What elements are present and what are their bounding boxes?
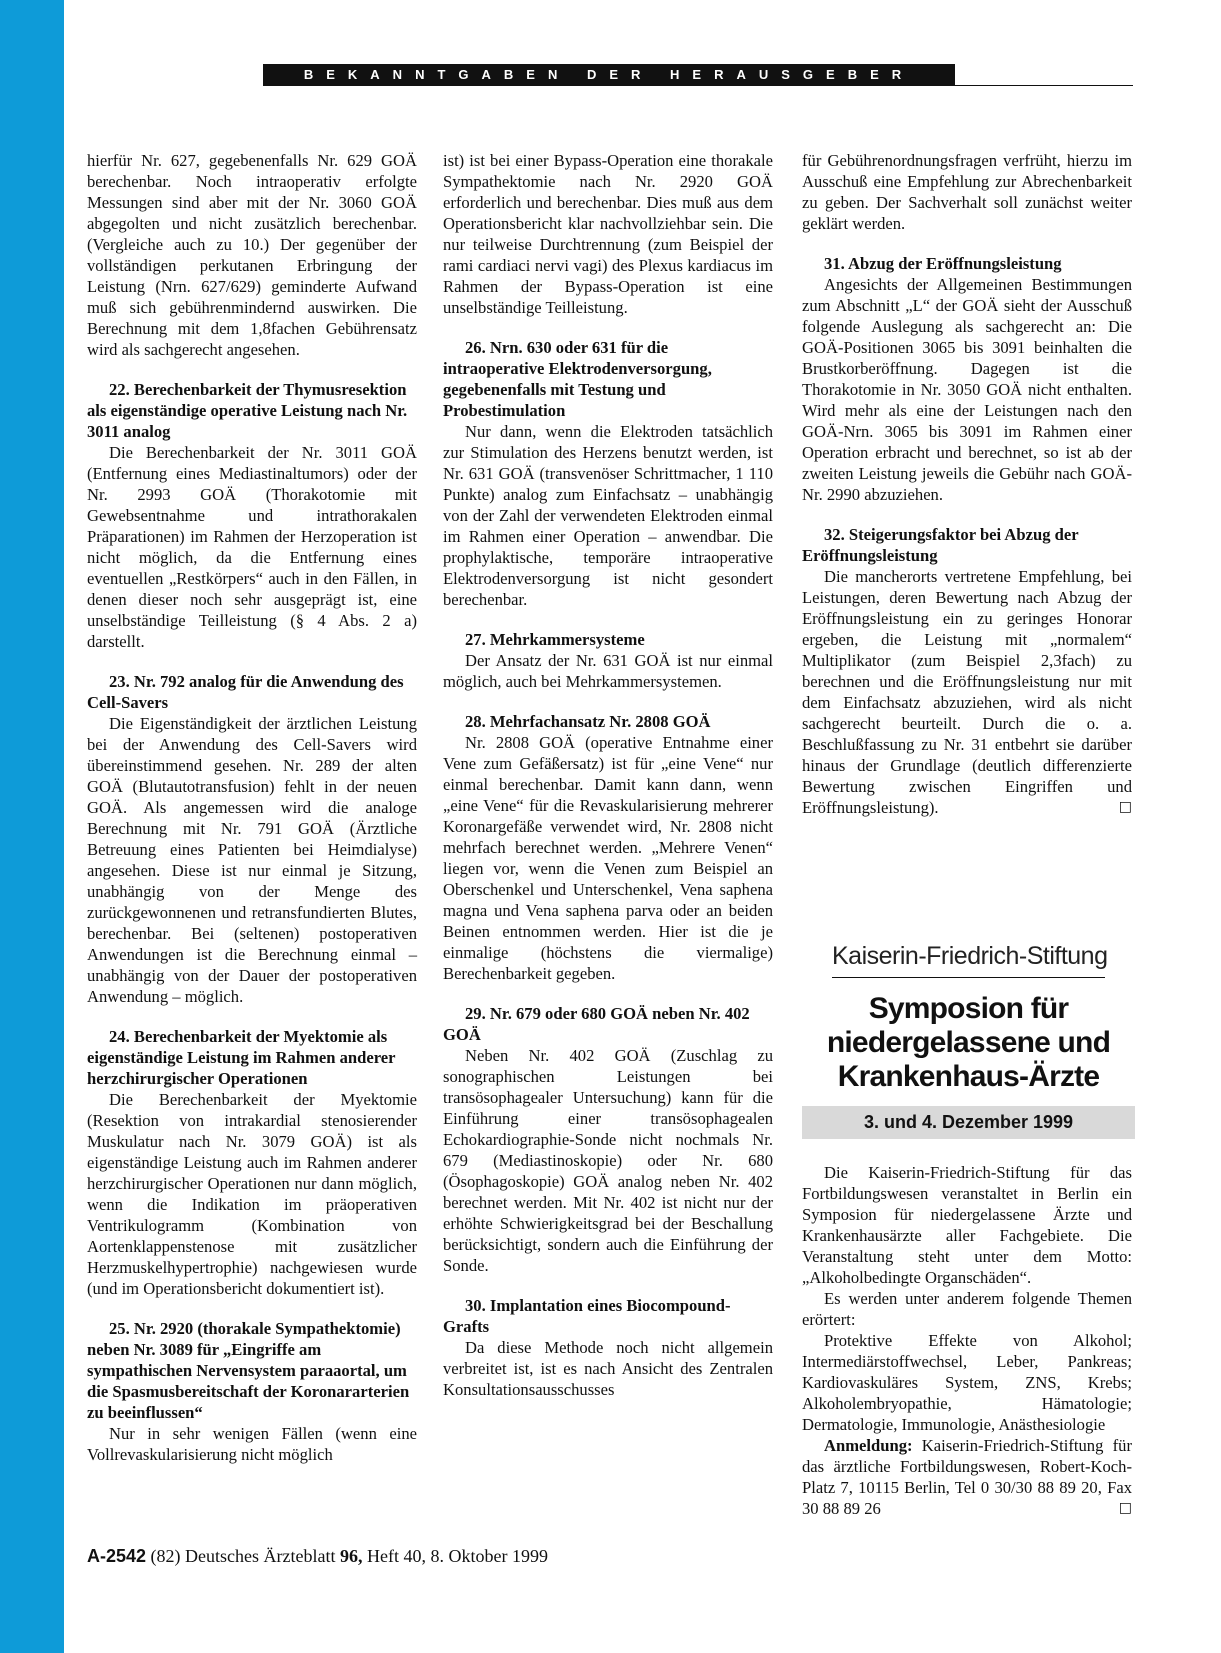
announcement-kicker: Kaiserin-Friedrich-Stiftung — [832, 942, 1105, 978]
paragraph: Da diese Methode noch nicht allgemein verbreitet ist, ist es nach Ansicht des Zentralen Konsultationsausschusses — [443, 1338, 773, 1399]
section-header — [263, 64, 955, 85]
section-heading: 27. Mehrkammersysteme — [465, 630, 645, 649]
section-27 — [443, 629, 773, 692]
registration-text: Kaiserin-Friedrich-Stiftung für das ärztliche Fortbildungswesen, Robert-Koch-Platz 7, 10115 Berlin, Tel 0 30/30 88 89 20, Fax 30 88 89 26 — [802, 1436, 1132, 1518]
paragraph: Nr. 2808 GOÄ (operative Entnahme einer Vene zum Gefäßersatz) ist für „eine Vene“ nur einmal berechenbar. Damit kann dann, wenn „eine Vene“ für die Revaskularisierung mehrerer Koronargefäße verwendet wird, Nr. 2808 nicht mehrfach berechnet werden. „Mehrere Venen“ liegen vor, wenn die Venen zum Beispiel an Oberschenkel und Unterschenkel, Vena saphena magna und Vena saphena parva oder an beiden Beinen entnommen werden. Hier ist die je einmalige (höchstens die viermalige) Berechenbarkeit gegeben. — [443, 733, 773, 983]
paragraph: Die Eigenständigkeit der ärztlichen Leistung bei der Anwendung des Cell-Savers wird übereinstimmend gesehen. Nr. 289 der alten GOÄ (Blutautotransfusion) fehlt in der neuen GOÄ. Als angemessen wird die analoge Berechnung mit Nr. 791 GOÄ (Ärztliche Betreuung eines Patienten bei Heimdialyse) angesehen. Diese ist nur einmal je Sitzung, unabhängig von der Menge des zurückgewonnenen und retransfundierten Blutes, berechenbar. Bei (seltenen) postoperativen Anwendungen ist die Berechnung einmal – unabhängig von der Dauer der postoperativen Anwendung – möglich. — [87, 714, 417, 1006]
registration-label: Anmeldung: — [824, 1436, 913, 1455]
paragraph: Die Berechenbarkeit der Nr. 3011 GOÄ (Entfernung eines Mediastinaltumors) oder der Nr. 2993 GOÄ (Thorakotomie mit Gewebsentnahme und intrathorakalen Präparationen) im Rahmen der Herzoperation ist nicht möglich, da die Entfernung eines eventuellen „Restkörpers“ auch in den Fällen, in denen dieser noch sehr ausgeprägt ist, eine unselbständige Teilleistung (§ 4 Abs. 2 a) darstellt. — [87, 443, 417, 651]
section-heading: 22. Berechenbarkeit der Thymusresektion als eigenständige operative Leistung nach Nr. 3011 analog — [87, 380, 408, 441]
section-header-label: BEKANNTGABEN DER HERAUSGEBER — [303, 67, 915, 82]
header-rule — [263, 85, 1133, 86]
paragraph — [802, 566, 1132, 818]
paragraph: Nur dann, wenn die Elektroden tatsächlich zur Stimulation des Herzens benutzt werden, ist Nr. 631 GOÄ (transvenöser Schrittmacher, 1 110 Punkte) analog zum Einfachsatz – unabhängig von der Zahl der verwendeten Elektroden einmal im Rahmen einer Operation – anwendbar. Die prophylaktische, temporäre intraoperative Elektrodenversorgung ist nicht gesondert berechenbar. — [443, 422, 773, 609]
column-3 — [802, 150, 1132, 818]
footer-volume: 96, — [339, 1546, 363, 1566]
section-heading: 31. Abzug der Eröffnungsleistung — [824, 254, 1062, 273]
paragraph: für Gebührenordnungsfragen verfrüht, hierzu im Ausschuß eine Empfehlung zur Abrechenbarkeit zu geben. Der Sachverhalt soll zunächst weiter geklärt werden. — [802, 151, 1132, 233]
paragraph: Nur in sehr wenigen Fällen (wenn eine Vollrevaskularisierung nicht möglich — [87, 1424, 417, 1464]
section-29 — [443, 1003, 773, 1276]
section-32 — [802, 524, 1132, 818]
section-heading: 29. Nr. 679 oder 680 GOÄ neben Nr. 402 GOÄ — [443, 1004, 750, 1044]
paragraph: hierfür Nr. 627, gegebenenfalls Nr. 629 GOÄ berechenbar. Noch intraoperativ erfolgte Messungen sind aber mit der Nr. 3060 GOÄ abgegolten und nicht zusätzlich berechenbar. (Vergleiche auch zu 10.) Der gegenüber der vollständigen perkutanen Erbringung der Leistung (Nrn. 627/629) geminderte Aufwand muß sich gebührenmindernd auswirken. Die Berechnung mit dem 1,8fachen Gebührensatz wird als sachgerecht angesehen. — [87, 151, 417, 359]
footer-journal: (82) Deutsches Ärzteblatt — [150, 1546, 336, 1566]
announcement-box — [802, 942, 1135, 1139]
end-mark-icon: □ — [1118, 799, 1132, 815]
announcement-date: 3. und 4. Dezember 1999 — [802, 1106, 1135, 1139]
paragraph: ist) ist bei einer Bypass-Operation eine thorakale Sympathektomie nach Nr. 2920 GOÄ erforderlich und berechenbar. Dies muß aus dem Operationsbericht klar nachvollziehbar sein. Die nur teilweise Durchtrennung (zum Beispiel der rami cardiaci nervi vagi) des Plexus kardiacus im Rahmen der Bypass-Operation ist eine unselbständige Teilleistung. — [443, 151, 773, 317]
blue-side-margin — [0, 0, 64, 1653]
section-heading: 25. Nr. 2920 (thorakale Sympathektomie) neben Nr. 3089 für „Eingriffe am sympathischen Nervensystem paraaortal, um die Spasmusbereitschaft der Koronararterien zu beeinflussen“ — [87, 1319, 410, 1422]
section-28 — [443, 711, 773, 984]
section-30 — [443, 1295, 773, 1400]
column-2 — [443, 150, 773, 1400]
section-heading: 26. Nrn. 630 oder 631 für die intraoperative Elektrodenversorgung, gegebenenfalls mit Testung und Probestimulation — [443, 338, 712, 420]
column-1 — [87, 150, 417, 1465]
section-heading: 32. Steigerungsfaktor bei Abzug der Eröffnungsleistung — [802, 525, 1079, 565]
announcement-body — [802, 1162, 1132, 1519]
section-heading: 28. Mehrfachansatz Nr. 2808 GOÄ — [465, 712, 711, 731]
section-26 — [443, 337, 773, 610]
paragraph: Der Ansatz der Nr. 631 GOÄ ist nur einmal möglich, auch bei Mehrkammersystemen. — [443, 651, 773, 691]
footer-issue: Heft 40, 8. Oktober 1999 — [366, 1546, 548, 1566]
announcement-title: Symposion für niedergelassene und Krankenhaus-Ärzte — [826, 992, 1111, 1093]
section-23 — [87, 671, 417, 1007]
section-31 — [802, 253, 1132, 505]
section-heading: 23. Nr. 792 analog für die Anwendung des Cell-Savers — [87, 672, 404, 712]
page-footer — [87, 1546, 548, 1567]
section-heading: 24. Berechenbarkeit der Myektomie als eigenständige Leistung im Rahmen anderer herzchirurgischer Operationen — [87, 1027, 396, 1088]
section-22 — [87, 379, 417, 652]
paragraph: Angesichts der Allgemeinen Bestimmungen zum Abschnitt „L“ der GOÄ sieht der Ausschuß folgende Auslegung als sachgerecht an: Die GOÄ-Positionen 3065 bis 3091 beinhalten die Brustkorberöffnung. Dagegen ist die Thorakotomie in Nr. 3050 GOÄ nicht enthalten. Wird mehr als eine der Leistungen nach den GOÄ-Nrn. 3065 bis 3091 im Rahmen einer Operation erbracht und berechnet, so ist ab der zweiten Leistung jeweils die Gebühr nach GOÄ-Nr. 2990 abzuziehen. — [802, 275, 1132, 504]
paragraph-text: Die mancherorts vertretene Empfehlung, bei Leistungen, deren Bewertung nach Abzug der Eröffnungsleistung ein zu geringes Honorar ergeben, die Leistung mit „normalem“ Multiplikator (zum Beispiel 2,3fach) zu berechnen und die Eröffnungsleistung nur mit dem Einfachsatz abzuziehen, wird als nicht sachgerecht beurteilt. Durch die o. a. Beschlußfassung zu Nr. 31 entbehrt sie darüber hinaus der Grundlage (deutlich differenzierte Bewertung zwischen Eingriffen und Eröffnungsleistung). — [802, 567, 1132, 817]
section-25 — [87, 1318, 417, 1465]
section-heading: 30. Implantation eines Biocompound-Grafts — [443, 1296, 731, 1336]
paragraph: Neben Nr. 402 GOÄ (Zuschlag zu sonographischen Leistungen bei transösophagealer Untersuchung) kann für die Einführung einer transösophagealen Echokardiographie-Sonde nicht nochmals Nr. 679 (Mediastinoskopie) oder Nr. 680 (Ösophagoskopie) GOÄ analog neben Nr. 402 berechnet werden. Mit Nr. 402 ist nicht nur der erhöhte Schwierigkeitsgrad bei der Beschallung berücksichtigt, sondern auch die Einführung der Sonde. — [443, 1046, 773, 1275]
paragraph: Die Berechenbarkeit der Myektomie (Resektion von intrakardial stenosierender Muskulatur nach Nr. 3079 GOÄ) ist als eigenständige Leistung auch im Rahmen anderer herzchirurgischer Operationen nur dann möglich, wenn die Indikation im präoperativen Ventrikulogramm (Kombination von Aortenklappenstenose mit zusätzlicher Herzmuskelhypertrophie) nachgewiesen wurde (und im Operationsbericht dokumentiert ist). — [87, 1090, 417, 1298]
paragraph: Es werden unter anderem folgende Themen erörtert: — [802, 1289, 1132, 1329]
paragraph: Die Kaiserin-Friedrich-Stiftung für das Fortbildungswesen veranstaltet in Berlin ein Symposion für niedergelassene Ärzte und Krankenhausärzte aller Fachgebiete. Die Veranstaltung steht unter dem Motto: „Alkoholbedingte Organschäden“. — [802, 1163, 1132, 1287]
paragraph: Protektive Effekte von Alkohol; Intermediärstoffwechsel, Leber, Pankreas; Kardiovaskuläres System, ZNS, Krebs; Alkoholembryopathie, Hämatologie; Dermatologie, Immunologie, Anästhesiologie — [802, 1331, 1132, 1434]
end-mark-icon: □ — [1118, 1500, 1132, 1516]
section-24 — [87, 1026, 417, 1299]
registration — [802, 1435, 1132, 1519]
page-number: A-2542 — [87, 1546, 147, 1566]
